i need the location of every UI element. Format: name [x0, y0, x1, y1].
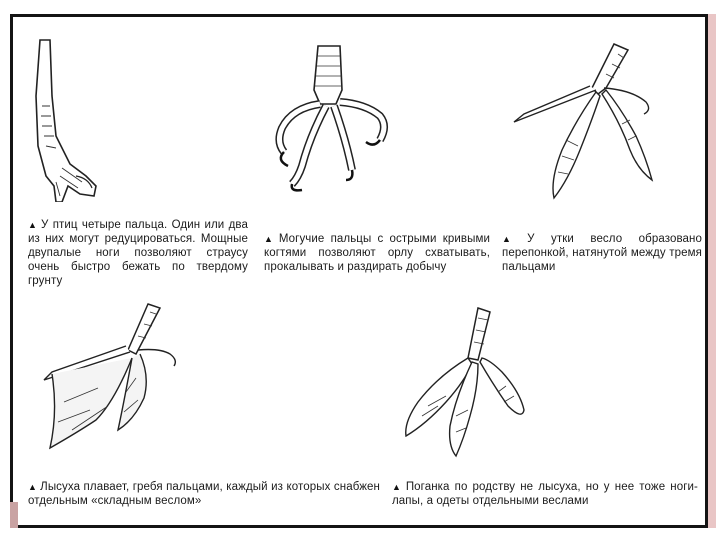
- caption-eagle: ▲ Могучие пальцы с острыми кривыми когтями позволяют орлу схватывать, прокалывать и раздирать добычу: [264, 233, 490, 273]
- caption-duck: ▲ У утки весло образовано перепонкой, натянутой между тремя пальцами: [502, 233, 702, 273]
- triangle-bullet-icon: ▲: [28, 220, 38, 230]
- caption-ostrich: ▲ У птиц четыре пальца. Один или два из них могут редуцироваться. Мощные двупалые ноги позволяют страусу очень быстро бежать по твердому грунту: [28, 219, 248, 287]
- ostrich-foot-illustration: [26, 36, 106, 202]
- triangle-bullet-icon: ▲: [264, 234, 276, 244]
- left-accent-bar: [10, 502, 18, 528]
- triangle-bullet-icon: ▲: [28, 482, 38, 492]
- caption-grebe: ▲ Поганка по родству не лысуха, но у нее тоже ноги-лапы, а одеты отдельными веслами: [392, 481, 698, 507]
- triangle-bullet-icon: ▲: [502, 234, 525, 244]
- caption-coot: ▲ Лысуха плавает, гребя пальцами, каждый из которых снабжен отдельным «складным веслом»: [28, 481, 380, 507]
- eagle-foot-illustration: [262, 44, 394, 194]
- triangle-bullet-icon: ▲: [392, 482, 403, 492]
- duck-foot-illustration: [506, 40, 658, 200]
- grebe-foot-illustration: [398, 306, 526, 458]
- right-accent-bar: [708, 14, 716, 528]
- coot-foot-illustration: [38, 302, 188, 452]
